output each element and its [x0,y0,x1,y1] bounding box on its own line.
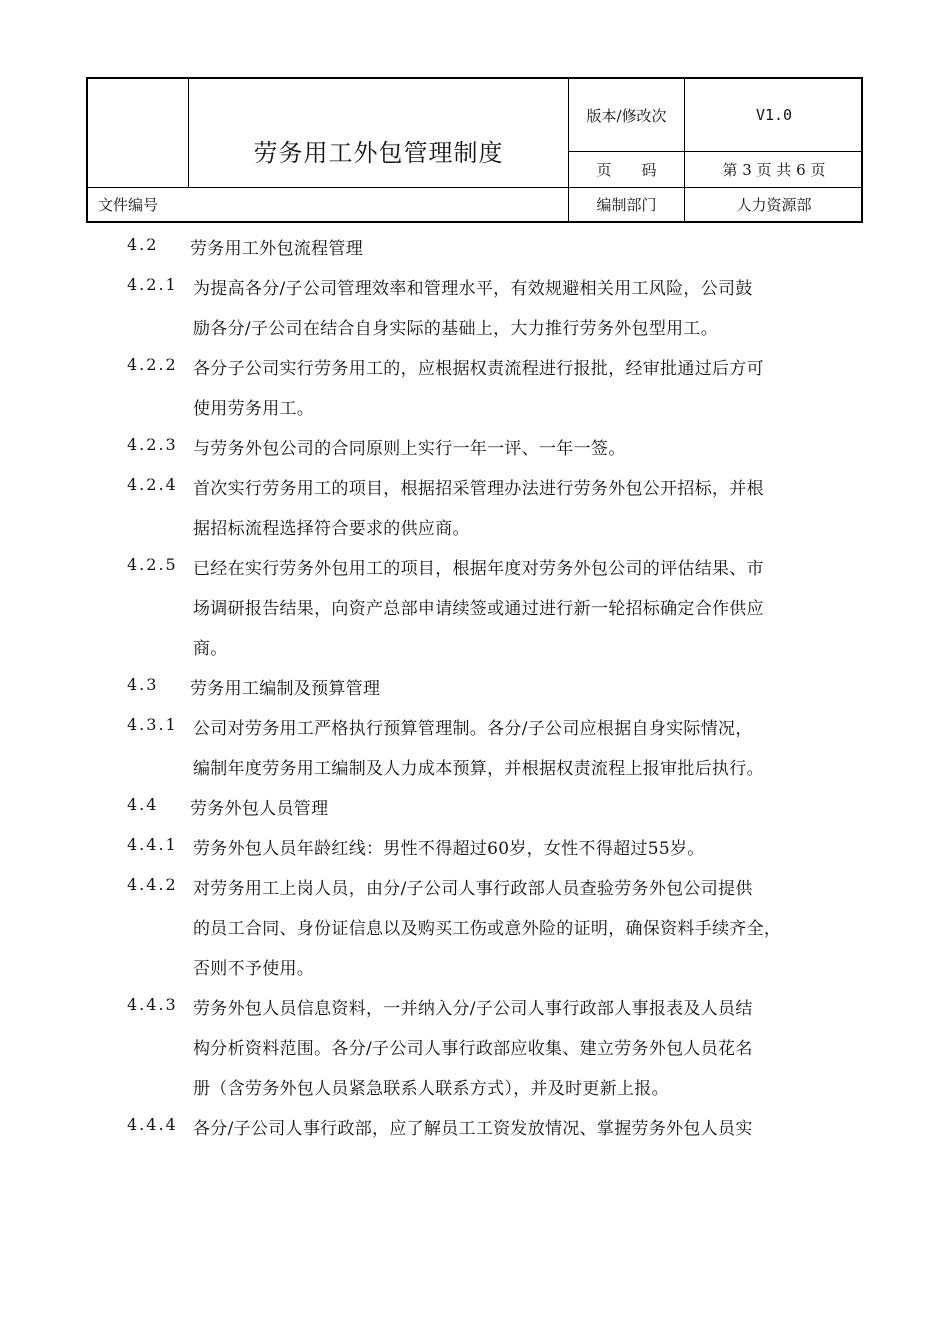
clause-text-line: 使用劳务用工。 [193,399,315,419]
clause-text-line: 首次实行劳务用工的项目，根据招采管理办法进行劳务外包公开招标，并根 [193,479,764,499]
version-label: 版本/修改次 [586,106,667,125]
clause-text-line: 编制年度劳务用工编制及人力成本预算，并根据权责流程上报审批后执行。 [193,759,764,779]
clause-text-line: 场调研报告结果，向资产总部申请续签或通过进行新一轮招标确定合作供应 [193,599,764,619]
clause-text-line: 的员工合同、身份证信息以及购买工伤或意外险的证明，确保资料手续齐全， [193,919,782,939]
clause-number: 4.2.2 [127,355,178,374]
section-heading: 劳务用工外包流程管理 [190,239,363,259]
clause-number: 4.4.2 [127,875,178,894]
clause-text-line: 公司对劳务用工严格执行预算管理制。各分/子公司应根据自身实际情况， [193,719,753,739]
page-label: 页 码 [596,161,657,179]
clause-number: 4.2.4 [127,475,178,494]
page-value: 第 3 页 共 6 页 [722,161,826,179]
clause-text-line: 册（含劳务外包人员紧急联系人联系方式），并及时更新上报。 [193,1079,669,1099]
section-heading: 劳务外包人员管理 [190,799,329,819]
clause-text-line: 构分析资料范围。各分/子公司人事行政部应收集、建立劳务外包人员花名 [193,1039,753,1059]
clause-text-line: 各分子公司实行劳务用工的，应根据权责流程进行报批，经审批通过后方可 [193,359,764,379]
clause-number: 4.4 [127,795,159,814]
section-heading: 劳务用工编制及预算管理 [190,679,381,699]
clause-text-line: 对劳务用工上岗人员，由分/子公司人事行政部人员查验劳务外包公司提供 [193,879,753,899]
document-title: 劳务用工外包管理制度 [253,138,504,167]
clause-text-line: 为提高各分/子公司管理效率和管理水平，有效规避相关用工风险，公司鼓 [193,279,753,299]
dept-value: 人力资源部 [736,196,812,214]
dept-label: 编制部门 [596,196,657,214]
file-number-label: 文件编号 [97,196,158,214]
clause-number: 4.4.4 [127,1115,178,1134]
clause-text-line: 劳务外包人员信息资料，一并纳入分/子公司人事行政部人事报表及人员结 [193,999,753,1019]
clause-text-line: 励各分/子公司在结合自身实际的基础上，大力推行劳务外包型用工。 [193,319,719,339]
clause-number: 4.2.5 [127,555,178,574]
clause-text-line: 各分/子公司人事行政部，应了解员工工资发放情况、掌握劳务外包人员实 [193,1119,753,1139]
clause-number: 4.2 [127,235,159,254]
clause-text-line: 已经在实行劳务外包用工的项目，根据年度对劳务外包公司的评估结果、市 [193,559,764,579]
clause-number: 4.4.1 [127,835,178,854]
clause-text-line: 据招标流程选择符合要求的供应商。 [193,519,470,539]
clause-number: 4.2.3 [127,435,178,454]
clause-number: 4.4.3 [127,995,178,1014]
clause-text-line: 劳务外包人员年龄红线：男性不得超过60岁，女性不得超过55岁。 [193,839,705,859]
clause-number: 4.3.1 [127,715,178,734]
version-value: V1.0 [755,106,793,124]
clause-number: 4.3 [127,675,159,694]
clause-text-line: 否则不予使用。 [193,959,315,979]
clause-text-line: 与劳务外包公司的合同原则上实行一年一评、一年一签。 [193,439,626,459]
clause-number: 4.2.1 [127,275,178,294]
clause-text-line: 商。 [193,639,228,659]
